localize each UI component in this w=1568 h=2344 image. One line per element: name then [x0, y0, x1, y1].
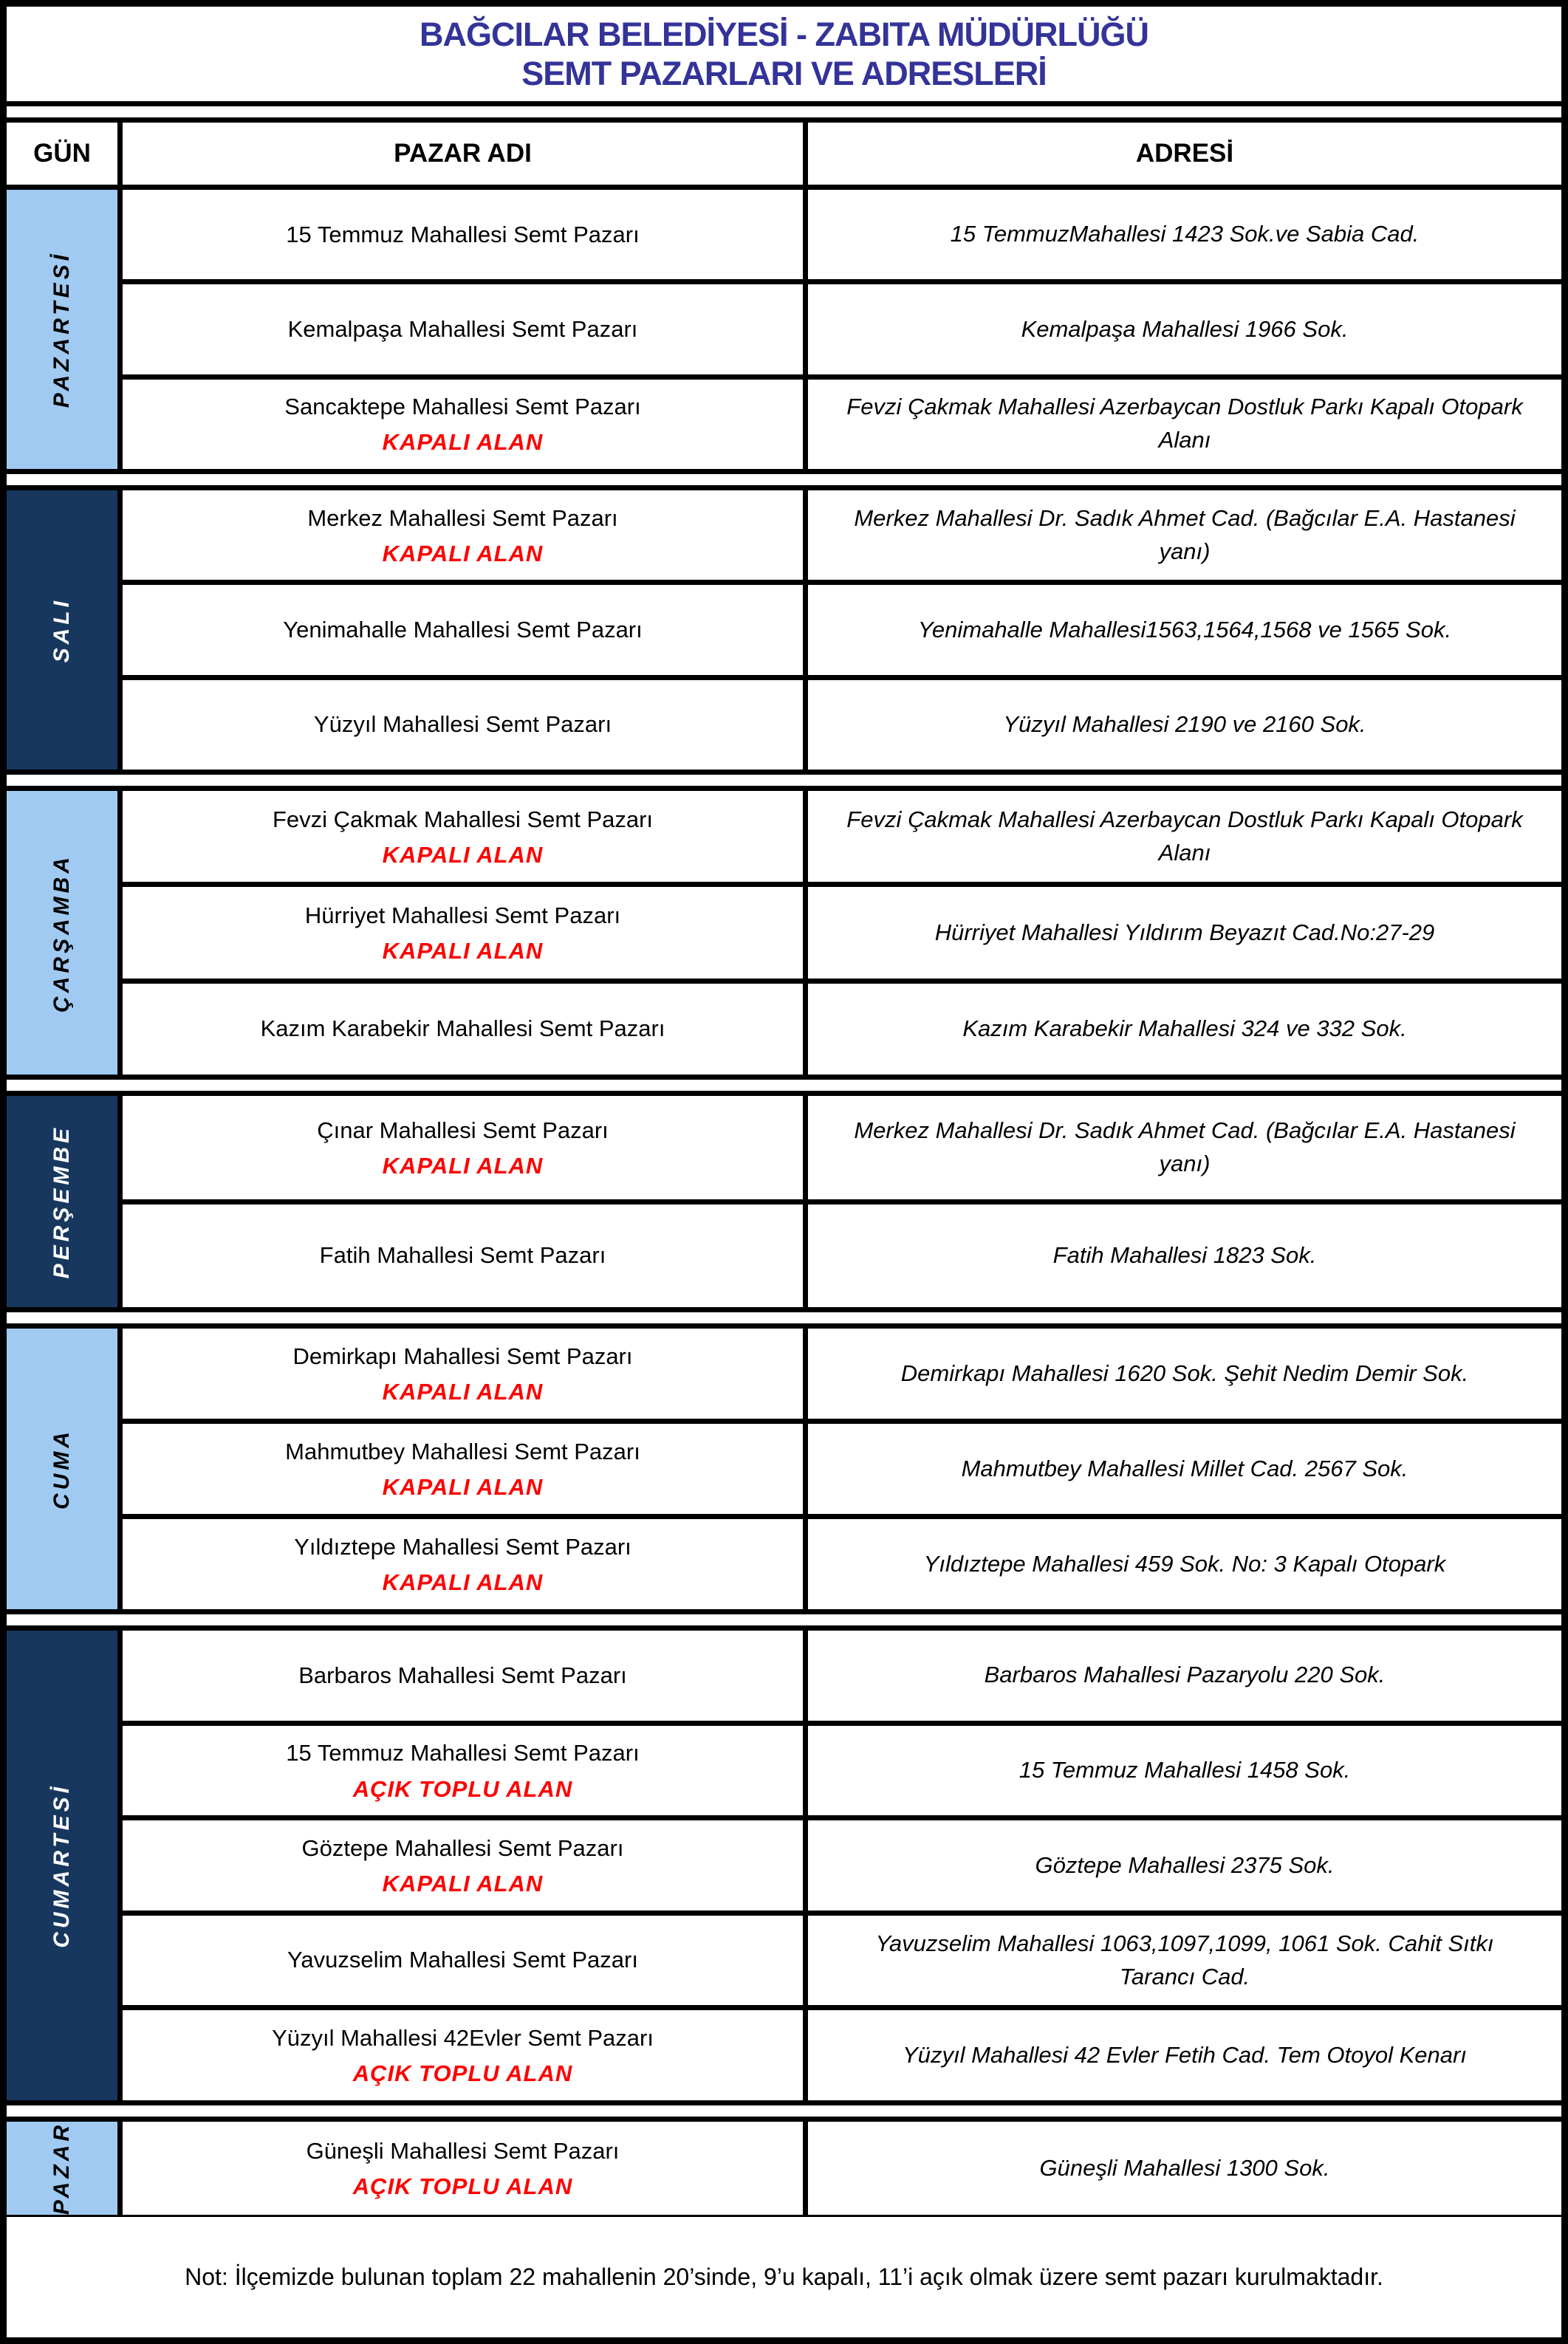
- market-name: Yavuzselim Mahallesi Semt Pazarı: [287, 1947, 638, 1973]
- column-header-row: [7, 123, 1561, 185]
- address-cell: [808, 791, 1561, 882]
- footer-note: [7, 2217, 1561, 2337]
- column-header-address: ADRESİ: [808, 123, 1561, 185]
- address-cell: [808, 190, 1561, 279]
- market-name: Yüzyıl Mahallesi 42Evler Semt Pazarı: [272, 2025, 654, 2052]
- day-cell: [7, 490, 117, 770]
- address-cell: [808, 2122, 1561, 2215]
- day-section: [7, 1329, 1561, 1609]
- address-cell: [808, 585, 1561, 674]
- page-title-line-1: BAĞCILAR BELEDİYESİ - ZABITA MÜDÜRLÜĞÜ: [420, 15, 1148, 53]
- day-label: PAZARTESİ: [49, 250, 74, 408]
- address-text: 15 TemmuzMahallesi 1423 Sok.ve Sabia Cad.: [950, 221, 1420, 247]
- market-name-cell: [123, 984, 803, 1075]
- market-name-cell: [123, 791, 803, 882]
- area-type-tag: KAPALI ALAN: [382, 1379, 544, 1405]
- market-name-cell: [123, 1096, 803, 1199]
- market-name: Hürriyet Mahallesi Semt Pazarı: [304, 902, 621, 928]
- section-divider: [7, 2105, 1561, 2117]
- market-name: Yıldıztepe Mahallesi Semt Pazarı: [294, 1533, 631, 1560]
- address-cell: [808, 1204, 1561, 1308]
- area-type-tag: KAPALI ALAN: [382, 938, 544, 964]
- address-cell: [808, 984, 1561, 1075]
- address-text: Fevzi Çakmak Mahallesi Azerbaycan Dostluk Parkı Kapalı Otopark Alanı: [846, 806, 1523, 866]
- area-type-tag: AÇIK TOPLU ALAN: [352, 1775, 573, 1802]
- day-section: [7, 1631, 1561, 2100]
- address-text: Fevzi Çakmak Mahallesi Azerbaycan Dostluk Parkı Kapalı Otopark Alanı: [846, 394, 1523, 453]
- address-text: Kazım Karabekir Mahallesi 324 ve 332 Sok.: [962, 1015, 1407, 1041]
- day-label: PERŞEMBE: [49, 1124, 74, 1279]
- address-cell: [808, 1424, 1561, 1514]
- section-divider: [7, 1614, 1561, 1625]
- day-cell: [7, 1329, 117, 1609]
- day-label: SALI: [49, 597, 74, 663]
- market-name: Güneşli Mahallesi Semt Pazarı: [306, 2137, 620, 2164]
- market-name-cell: [123, 1204, 803, 1308]
- market-name: Fatih Mahallesi Semt Pazarı: [319, 1242, 606, 1269]
- address-text: Demirkapı Mahallesi 1620 Sok. Şehit Nedim Demir Sok.: [900, 1360, 1469, 1386]
- address-cell: [808, 1726, 1561, 1816]
- market-name: Mahmutbey Mahallesi Semt Pazarı: [285, 1438, 640, 1464]
- address-text: Yavuzselim Mahallesi 1063,1097,1099, 1061 Sok. Cahit Sıtkı Tarancı Cad.: [875, 1930, 1494, 1990]
- area-type-tag: KAPALI ALAN: [382, 1569, 544, 1596]
- market-name-cell: [123, 1424, 803, 1514]
- market-name: Merkez Mahallesi Semt Pazarı: [307, 504, 618, 531]
- address-cell: [808, 1519, 1561, 1609]
- market-name: Kazım Karabekir Mahallesi Semt Pazarı: [260, 1015, 665, 1042]
- section-divider: [7, 1080, 1561, 1091]
- day-cell: [7, 1631, 117, 2100]
- market-name-cell: [123, 1329, 803, 1419]
- day-cell: [7, 190, 117, 469]
- market-name: Barbaros Mahallesi Semt Pazarı: [298, 1662, 627, 1688]
- footer-note-text: Not: İlçemizde bulunan toplam 22 mahallenin 20’sinde, 9’u kapalı, 11’i açık olmak üzere semt pazarı kurulmaktadır.: [185, 2264, 1383, 2290]
- address-text: Göztepe Mahallesi 2375 Sok.: [1035, 1851, 1335, 1878]
- page-title-line-2: SEMT PAZARLARI VE ADRESLERİ: [521, 55, 1047, 92]
- area-type-tag: AÇIK TOPLU ALAN: [352, 2060, 573, 2087]
- address-text: Barbaros Mahallesi Pazaryolu 220 Sok.: [984, 1662, 1386, 1688]
- market-name-cell: [123, 284, 803, 374]
- market-name: Yüzyıl Mahallesi Semt Pazarı: [313, 711, 612, 738]
- market-name: Fevzi Çakmak Mahallesi Semt Pazarı: [272, 806, 654, 832]
- market-name-cell: [123, 1519, 803, 1609]
- area-type-tag: KAPALI ALAN: [382, 429, 544, 456]
- section-divider: [7, 775, 1561, 786]
- area-type-tag: KAPALI ALAN: [382, 1474, 544, 1501]
- market-name-cell: [123, 680, 803, 770]
- market-name-cell: [123, 2122, 803, 2215]
- market-name: Yenimahalle Mahallesi Semt Pazarı: [283, 616, 643, 642]
- address-cell: [808, 680, 1561, 770]
- area-type-tag: KAPALI ALAN: [382, 1152, 544, 1179]
- market-name-cell: [123, 1916, 803, 2006]
- market-name-cell: [123, 490, 803, 580]
- address-text: Yenimahalle Mahallesi1563,1564,1568 ve 1565 Sok.: [917, 616, 1452, 642]
- day-label: CUMARTESİ: [49, 1783, 74, 1948]
- title-header-divider: [7, 106, 1561, 117]
- address-cell: [808, 284, 1561, 374]
- market-name-cell: [123, 2010, 803, 2100]
- column-header-day: GÜN: [7, 123, 117, 185]
- market-name-cell: [123, 887, 803, 978]
- address-text: Yüzyıl Mahallesi 2190 ve 2160 Sok.: [1003, 710, 1366, 737]
- day-cell: [7, 1096, 117, 1307]
- area-type-tag: KAPALI ALAN: [382, 540, 544, 566]
- address-text: Hürriyet Mahallesi Yıldırım Beyazıt Cad.No:27-29: [934, 919, 1435, 945]
- market-name-cell: [123, 190, 803, 279]
- area-type-tag: KAPALI ALAN: [382, 1871, 544, 1897]
- address-text: Yıldıztepe Mahallesi 459 Sok. No: 3 Kapalı Otopark: [923, 1550, 1446, 1577]
- day-section: [7, 490, 1561, 770]
- day-label: ÇARŞAMBA: [49, 853, 74, 1012]
- column-header-market: PAZAR ADI: [123, 123, 803, 185]
- market-name: Çınar Mahallesi Semt Pazarı: [317, 1117, 609, 1143]
- address-cell: [808, 1820, 1561, 1911]
- market-name: Demirkapı Mahallesi Semt Pazarı: [292, 1343, 633, 1369]
- address-cell: [808, 380, 1561, 469]
- address-cell: [808, 1916, 1561, 2006]
- market-name-cell: [123, 1820, 803, 1911]
- address-text: Kemalpaşa Mahallesi 1966 Sok.: [1021, 315, 1349, 342]
- market-name: 15 Temmuz Mahallesi Semt Pazarı: [286, 221, 640, 247]
- market-name: 15 Temmuz Mahallesi Semt Pazarı: [286, 1740, 640, 1766]
- day-cell: [7, 791, 117, 1075]
- address-cell: [808, 490, 1561, 580]
- day-label: PAZAR: [49, 2122, 74, 2216]
- section-divider: [7, 474, 1561, 485]
- address-text: Merkez Mahallesi Dr. Sadık Ahmet Cad. (Bağcılar E.A. Hastanesi yanı): [854, 504, 1516, 564]
- day-section: [7, 791, 1561, 1075]
- market-name-cell: [123, 585, 803, 674]
- area-type-tag: KAPALI ALAN: [382, 841, 544, 868]
- market-name: Göztepe Mahallesi Semt Pazarı: [301, 1834, 624, 1861]
- day-cell: [7, 2122, 117, 2215]
- market-name-cell: [123, 1631, 803, 1721]
- market-name-cell: [123, 1726, 803, 1816]
- address-cell: [808, 1096, 1561, 1199]
- day-section: [7, 190, 1561, 469]
- address-text: Güneşli Mahallesi 1300 Sok.: [1039, 2154, 1330, 2181]
- address-text: Merkez Mahallesi Dr. Sadık Ahmet Cad. (Bağcılar E.A. Hastanesi yanı): [854, 1117, 1516, 1176]
- address-cell: [808, 1631, 1561, 1721]
- title-block: [7, 7, 1561, 101]
- address-cell: [808, 1329, 1561, 1419]
- market-name-cell: [123, 380, 803, 469]
- day-section: [7, 1096, 1561, 1307]
- day-section: [7, 2122, 1561, 2216]
- day-label: CUMA: [49, 1428, 74, 1509]
- market-name: Kemalpaşa Mahallesi Semt Pazarı: [287, 315, 638, 342]
- address-text: Yüzyıl Mahallesi 42 Evler Fetih Cad. Tem Otoyol Kenarı: [903, 2041, 1467, 2068]
- address-text: 15 Temmuz Mahallesi 1458 Sok.: [1018, 1756, 1351, 1783]
- address-cell: [808, 887, 1561, 978]
- section-divider: [7, 1312, 1561, 1323]
- address-text: Fatih Mahallesi 1823 Sok.: [1052, 1241, 1317, 1268]
- area-type-tag: AÇIK TOPLU ALAN: [352, 2173, 573, 2200]
- address-text: Mahmutbey Mahallesi Millet Cad. 2567 Sok.: [961, 1455, 1408, 1481]
- address-cell: [808, 2010, 1561, 2100]
- market-name: Sancaktepe Mahallesi Semt Pazarı: [284, 394, 641, 420]
